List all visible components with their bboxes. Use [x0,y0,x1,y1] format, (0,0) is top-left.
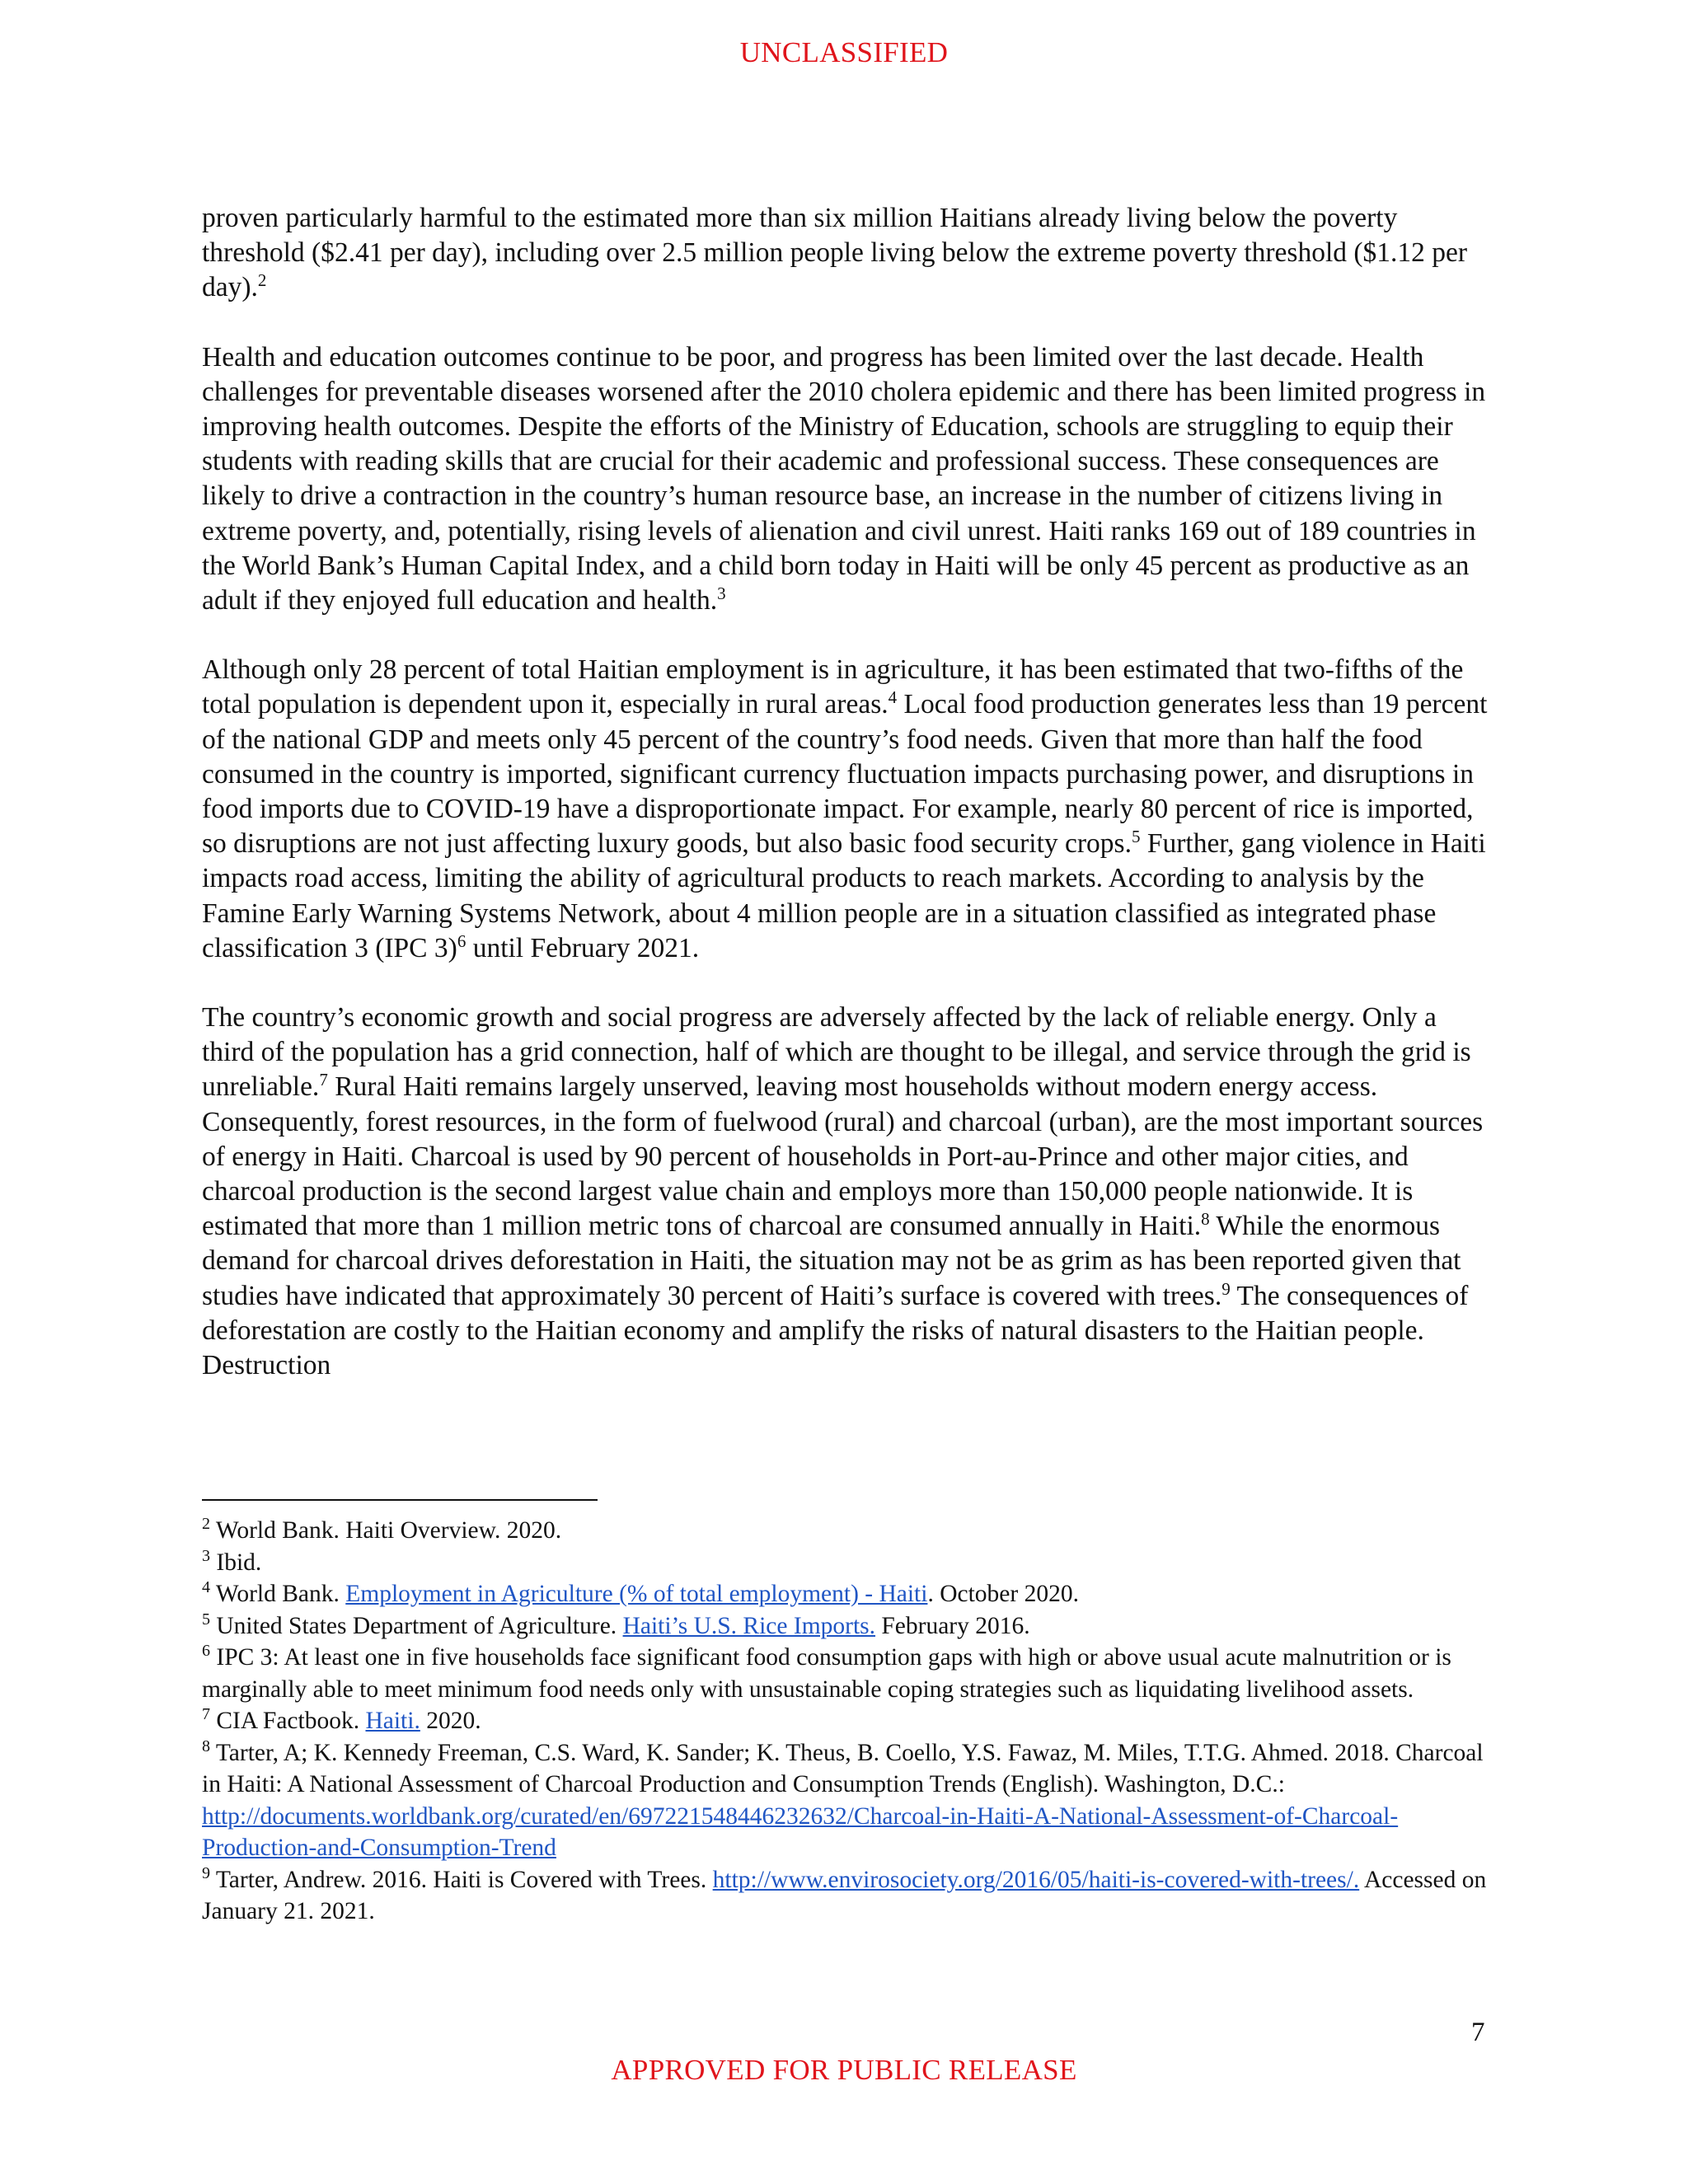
paragraph-text: Further, gang violence in Haiti impacts road access, limiting the ability of agricultural products to reach markets. According to analysis by the Famine Early Warning Systems Network, about 4 million people are in a situation classified as integrated phase classification 3 (IPC 3) [202,828,1486,963]
footnote-ref: 8 [1201,1209,1210,1230]
footnote-text: Accessed on January 21. 2021. [202,1866,1487,1924]
footnote-separator [202,1499,598,1501]
paragraph-text: Rural Haiti remains largely unserved, leaving most households without modern energy access. Consequently, forest resources, in the form of fuelwood (rural) and charcoal (urban), are the most important sources of energy in Haiti. Charcoal is used by 90 percent of households in Port-au-Prince and other major cities, and charcoal production is the second largest value chain and employs more than 150,000 people nationwide. It is estimated that more than 1 million metric tons of charcoal are consumed annually in Haiti. [202,1071,1484,1242]
footnote-3 [202,1547,1493,1579]
footnote-text: World Bank. [210,1581,346,1607]
paragraph-text: The consequences of deforestation are costly to the Haitian economy and amplify the risks of natural disasters to the Haitian people. Destruction [202,1280,1469,1381]
footnote-text: February 2016. [875,1612,1030,1639]
footnote-number: 8 [202,1736,210,1755]
classification-header: UNCLASSIFIED [739,36,949,68]
footnote-text: Ibid. [210,1549,262,1576]
footnote-link-rice-imports[interactable]: Haiti’s U.S. Rice Imports. [622,1612,876,1639]
footnote-link-envirosociety[interactable]: http://www.envirosociety.org/2016/05/haiti-is-covered-with-trees/. [712,1866,1360,1893]
body-text [202,201,1493,1418]
paragraph-poverty [202,201,1493,306]
paragraph-health-education [202,340,1493,619]
classification-footer: APPROVED FOR PUBLIC RELEASE [611,2054,1077,2086]
footnote-text: IPC 3: At least one in five households face significant food consumption gaps with high or above usual acute malnutrition or is marginally able to meet minimum food needs only with unsustainable coping strategies such as liquidating livelihood assets. [202,1644,1451,1703]
footnote-text: Tarter, A; K. Kennedy Freeman, C.S. Ward, K. Sander; K. Theus, B. Coello, Y.S. Fawaz, M. Miles, T.T.G. Ahmed. 2018. Charcoal in Haiti: A National Assessment of Charcoal Production and Consumption Trends (English). Washington, D.C.: [202,1739,1484,1797]
footnote-5 [202,1610,1493,1643]
footnote-ref: 2 [257,270,267,291]
paragraph-agriculture [202,653,1493,966]
paragraph-text: While the enormous demand for charcoal drives deforestation in Haiti, the situation may not be as grim as has been reported given that studies have indicated that approximately 30 percent of Haiti’s surface is covered with trees. [202,1211,1461,1311]
footnote-number: 3 [202,1546,210,1565]
footnote-text: World Bank. Haiti Overview. 2020. [210,1517,562,1544]
footnote-ref: 7 [319,1070,328,1090]
footnotes [202,1515,1493,1928]
footnote-4 [202,1578,1493,1610]
footnote-number: 2 [202,1515,210,1534]
paragraph-text: Health and education outcomes continue to be poor, and progress has been limited over the last decade. Health challenges for preventable diseases worsened after the 2010 cholera epidemic and there has been limited progress in improving health outcomes. Despite the efforts of the Ministry of Education, schools are struggling to equip their students with reading skills that are crucial for their academic and professional success. These consequences are likely to drive a contraction in the country’s human resource base, an increase in the number of citizens living in extreme poverty, and, potentially, rising levels of alienation and civil unrest. Haiti ranks 169 out of 189 countries in the World Bank’s Human Capital Index, and a child born today in Haiti will be only 45 percent as productive as an adult if they enjoyed full education and health. [202,341,1486,616]
footnote-ref: 5 [1131,827,1141,847]
paragraph-energy [202,1001,1493,1383]
footnote-number: 9 [202,1863,210,1882]
footnote-text: 2020. [420,1708,481,1734]
footnote-link-charcoal-report[interactable]: http://documents.worldbank.org/curated/en/697221548446232632/Charcoal-in-Haiti-A-National-Assessment-of-Charcoal-Production-and-Consumption-Trend [202,1802,1399,1861]
paragraph-text: Although only 28 percent of total Haitian employment is in agriculture, it has been estimated that two-fifths of the total population is dependent upon it, especially in rural areas. [202,654,1464,720]
footnote-number: 4 [202,1578,210,1597]
footnote-number: 6 [202,1642,210,1661]
paragraph-text: The country’s economic growth and social progress are adversely affected by the lack of reliable energy. Only a third of the population has a grid connection, half of which are thought to be illegal, and service through the grid is unreliable. [202,1002,1471,1103]
footnote-9 [202,1864,1493,1928]
paragraph-text: Local food production generates less than 19 percent of the national GDP and meets only 45 percent of the country’s food needs. Given that more than half the food consumed in the country is imported, significant currency fluctuation impacts purchasing power, and disruptions in food imports due to COVID-19 have a disproportionate impact. For example, nearly 80 percent of rice is imported, so disruptions are not just affecting luxury goods, but also basic food security crops. [202,689,1488,860]
footnote-2 [202,1515,1493,1547]
paragraph-text: proven particularly harmful to the estimated more than six million Haitians already living below the poverty threshold ($2.41 per day), including over 2.5 million people living below the extreme poverty threshold ($1.12 per day). [202,203,1468,303]
footnote-6 [202,1642,1493,1705]
footnote-7 [202,1705,1493,1737]
footnote-text: CIA Factbook. [210,1708,366,1734]
footnote-number: 7 [202,1705,210,1724]
footnote-ref: 9 [1221,1278,1231,1299]
footnote-number: 5 [202,1610,210,1629]
footnote-link-cia-factbook[interactable]: Haiti. [365,1708,420,1734]
footnote-link-employment[interactable]: Employment in Agriculture (% of total employment) - Haiti [345,1581,928,1607]
footnote-text: Tarter, Andrew. 2016. Haiti is Covered with Trees. [210,1866,713,1893]
footnote-text: . October 2020. [927,1581,1079,1607]
footnote-8 [202,1737,1493,1864]
page-number: 7 [1471,2018,1485,2047]
footnote-ref: 3 [717,583,726,603]
footnote-ref: 6 [457,930,467,951]
footnote-text: United States Department of Agriculture. [210,1612,623,1639]
footnote-ref: 4 [888,687,898,708]
paragraph-text: until February 2021. [466,932,700,963]
